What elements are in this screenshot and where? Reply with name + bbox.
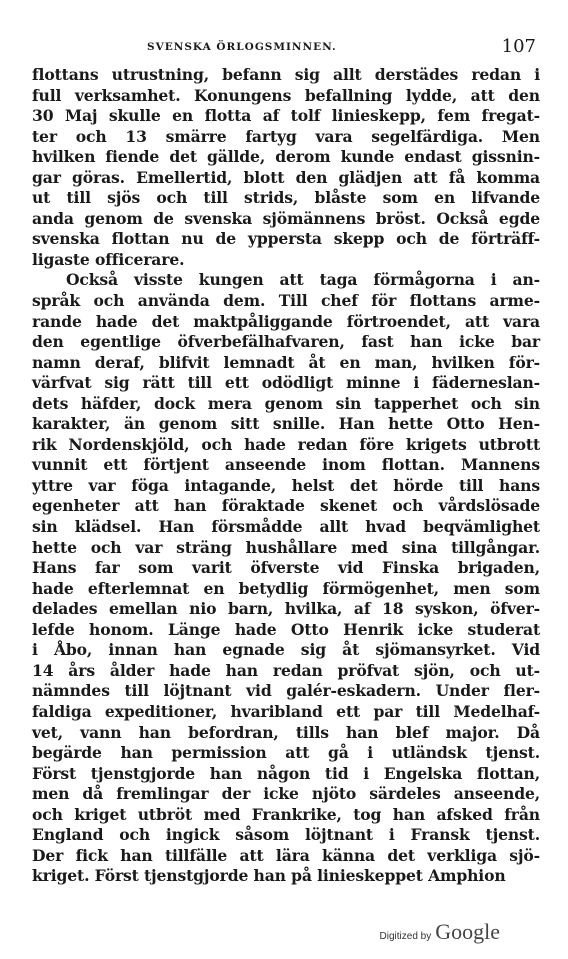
text-line: men då fremlingar der icke njöto särdeles anseende, (32, 784, 540, 804)
google-logo: Google (435, 919, 500, 944)
text-line: och kriget utbröt med Frankrike, tog han afsked från (32, 804, 540, 824)
text-line: hvilken fiende det gällde, derom kunde endast gissnin- (32, 147, 540, 167)
digitized-label: Digitized by (379, 931, 432, 942)
text-line: sin klädsel. Han försmådde allt hvad beqvämlighet (32, 517, 540, 537)
text-line: 30 Maj skulle en flotta af tolf linieskepp, fem fregat- (32, 106, 540, 126)
text-line: Der fick han tillfälle att lära känna det verkliga sjö- (32, 845, 540, 865)
text-line: svenska flottan nu de yppersta skepp och de förträff- (32, 229, 540, 249)
text-line: flottans utrustning, befann sig allt derstädes redan i (32, 65, 540, 84)
text-line: faldiga expeditioner, hvaribland ett par till Medelhaf- (32, 701, 540, 721)
text-line: vunnit ett förtjent anseende inom flottan. Mannens (32, 455, 540, 475)
running-head: SVENSKA ÖRLOGSMINNEN. (147, 41, 337, 53)
text-line: anda genom de svenska sjömännens bröst. Också egde (32, 208, 540, 228)
text-line: namn deraf, blifvit lemnadt åt en man, hvilken för- (32, 352, 540, 372)
text-line: 14 års ålder hade han redan pröfvat sjön, och ut- (32, 660, 540, 680)
text-line: Också visste kungen att taga förmågorna i an- (66, 270, 540, 290)
text-line: hade efterlemnat en betydlig förmögenhet, men som (32, 578, 540, 598)
text-line: nämndes till löjtnant vid galér-eskadern. Under fler- (32, 681, 540, 701)
text-line: rande hade det maktpåliggande förtroendet, att vara (32, 311, 540, 331)
text-line: karakter, än genom sitt snille. Han hette Otto Hen- (32, 414, 540, 434)
text-line: England och ingick såsom löjtnant i Fransk tjenst. (32, 825, 540, 845)
text-line: hette och var sträng hushållare med sina tillgångar. (32, 537, 540, 557)
text-line: Först tjenstgjorde han någon tid i Engelska flottan, (32, 763, 540, 783)
text-line: dets häfder, dock mera genom sin tapperhet och sin (32, 393, 540, 413)
text-line: vet, vann han befordran, tills han blef major. Då (32, 722, 540, 742)
text-line: yttre var föga intagande, helst det hörde till hans (32, 475, 540, 495)
body-text (32, 65, 540, 887)
text-line: ligaste officerare. (32, 249, 185, 269)
text-line: delades emellan nio barn, hvilka, af 18 syskon, öfver- (32, 599, 540, 619)
text-line: begärde han permission att gå i utländsk tjenst. (32, 743, 540, 763)
digitized-by-google-mark (380, 919, 500, 945)
page-number: 107 (501, 36, 536, 57)
text-line: Hans far som varit öfverste vid Finska brigaden, (32, 558, 540, 578)
text-line: ut till sjös och till strids, blåste som en lifvande (32, 188, 540, 208)
text-line: kriget. Först tjenstgjorde han på linieskeppet Amphion (32, 866, 506, 886)
text-line: gar göras. Emellertid, blott den glädjen att få komma (32, 167, 540, 187)
text-line: ter och 13 smärre fartyg vara segelfärdiga. Men (32, 126, 540, 146)
text-line: språk och använda dem. Till chef för flottans arme- (32, 291, 540, 311)
text-line: full verksamhet. Konungens befallning lydde, att den (32, 85, 540, 105)
text-line: i Åbo, innan han egnade sig åt sjömansyrket. Vid (32, 640, 540, 660)
text-line: lefde honom. Länge hade Otto Henrik icke studerat (32, 619, 540, 639)
text-line: rik Nordenskjöld, och hade redan före krigets utbrott (32, 434, 540, 454)
text-line: den egentlige öfverbefälhafvaren, fast han icke bar (32, 332, 540, 352)
text-line: egenheter att han föraktade skenet och vårdslösade (32, 496, 540, 516)
page-header (32, 36, 540, 58)
text-line: värfvat sig rätt till ett odödligt minne i fäderneslan- (32, 373, 540, 393)
